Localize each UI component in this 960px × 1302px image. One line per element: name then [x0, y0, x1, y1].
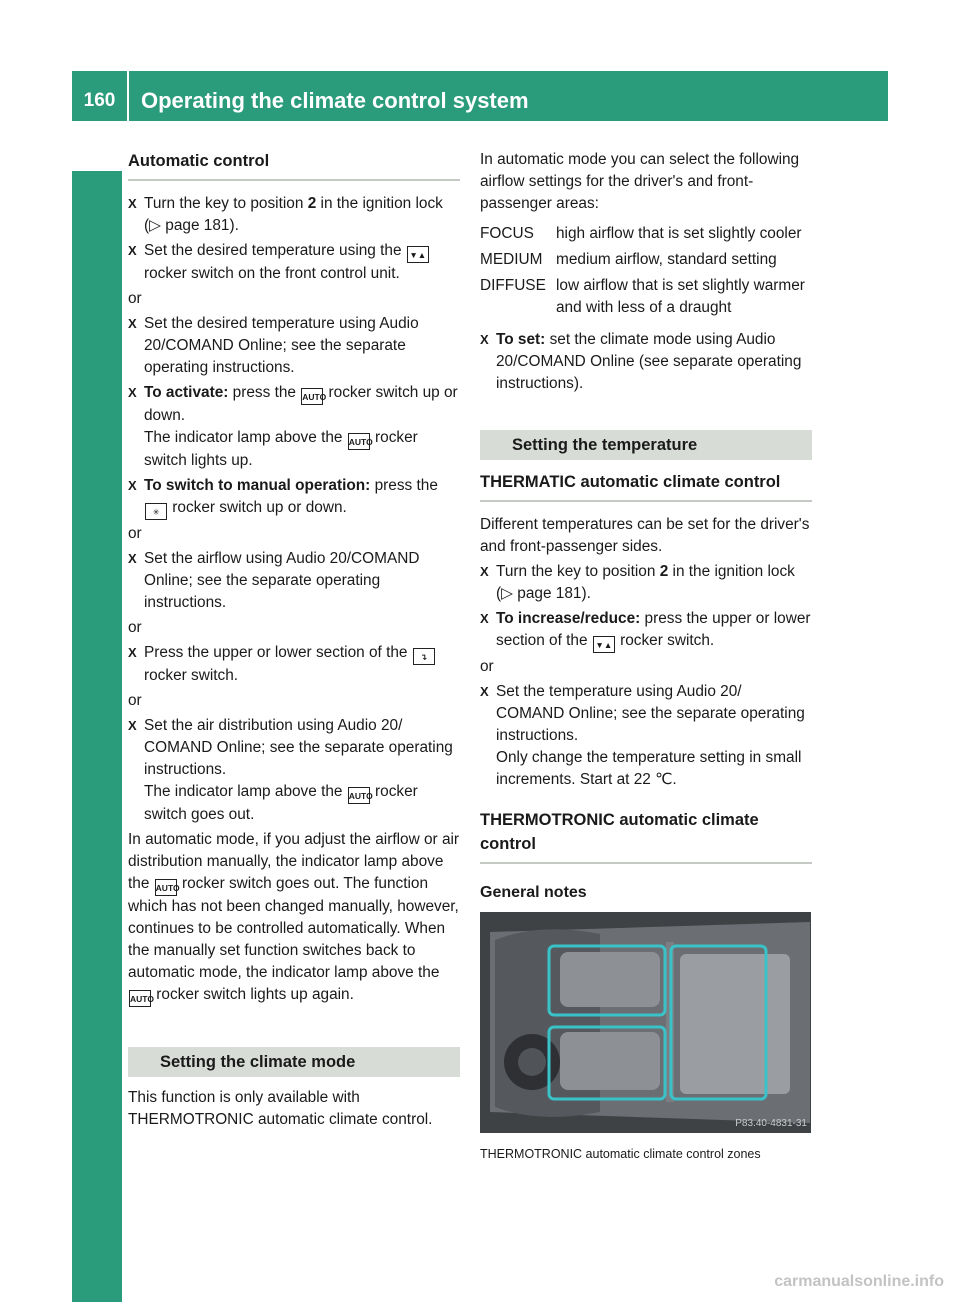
or-text: or	[128, 525, 142, 542]
body-paragraph: In automatic mode you can select the following airflow settings for the driver's and front-passenger areas:	[480, 151, 800, 212]
temperature-rocker-icon: ▼▲	[407, 246, 429, 263]
fan-off-icon: ✳	[145, 503, 167, 520]
page-title: Operating the climate control system	[141, 88, 529, 113]
instruction-step: X Set the airflow using Audio 20/COMAND Online; see the separate operating instructions.	[128, 550, 420, 611]
body-paragraph: Different temperatures can be set for the driver's and front-passenger sides.	[480, 516, 810, 555]
auto-button-icon: AUTO	[301, 388, 323, 405]
general-notes-heading: General notes	[480, 884, 587, 901]
page-reference-icon: ▷	[149, 217, 161, 234]
mode-description: high airflow that is set slightly cooler	[556, 225, 802, 242]
instruction-arrow-icon: X	[128, 551, 137, 566]
instruction-step: X Turn the key to position 2 in the ignition lock (▷ page 181).	[128, 195, 443, 234]
instruction-step: X To set: set the climate mode using Audio 20/COMAND Online (see separate operating instructions).	[480, 331, 802, 392]
body-paragraph: This function is only available with THERMOTRONIC automatic climate control.	[128, 1089, 433, 1128]
instruction-step: X Set the air distribution using Audio 20/ COMAND Online; see the separate operating instructions. The indicator lamp above the AUTO rocker switch goes out.	[128, 717, 453, 823]
temperature-rocker-icon: ▼▲	[593, 636, 615, 653]
auto-button-icon: AUTO	[348, 787, 370, 804]
air-distribution-icon: ↴	[413, 648, 435, 665]
section-banner-temperature: Setting the temperature	[480, 430, 812, 460]
instruction-step: X Set the temperature using Audio 20/ COMAND Online; see the separate operating instructions. Only change the temperature setting in small increments. Start at 22 ℃.	[480, 683, 805, 788]
photo-caption: THERMOTRONIC automatic climate control zones	[480, 1147, 761, 1161]
instruction-step: X Set the desired temperature using Audio 20/COMAND Online; see the separate operating instructions.	[128, 315, 419, 376]
instruction-step: X To increase/reduce: press the upper or lower section of the ▼▲ rocker switch.	[480, 608, 812, 653]
instruction-arrow-icon: X	[128, 196, 137, 211]
auto-button-icon: AUTO	[348, 433, 370, 450]
right-column	[480, 149, 812, 1162]
instruction-arrow-icon: X	[128, 718, 137, 733]
mode-name: DIFFUSE	[480, 277, 546, 294]
instruction-arrow-icon: X	[128, 645, 137, 660]
left-column	[128, 149, 460, 1131]
instruction-step: X To switch to manual operation: press the ✳ rocker switch up or down.	[128, 475, 460, 520]
climate-zones-photo	[480, 912, 811, 1133]
car-interior-illustration	[480, 912, 811, 1133]
instruction-arrow-icon: X	[480, 332, 489, 347]
instruction-arrow-icon: X	[128, 243, 137, 258]
instruction-step: X Set the desired temperature using the ▼▲ rocker switch on the front control unit.	[128, 240, 460, 285]
watermark: carmanualsonline.info	[774, 1273, 944, 1290]
or-text: or	[128, 692, 142, 709]
instruction-step: X To activate: press the AUTO rocker switch up or down. The indicator lamp above the AUTO rocker switch lights up.	[128, 384, 458, 469]
mode-name: FOCUS	[480, 225, 534, 242]
section-banner-climate-mode: Setting the climate mode	[128, 1047, 460, 1077]
page-number: 160	[72, 71, 129, 121]
instruction-arrow-icon: X	[128, 385, 137, 400]
mode-description: medium airflow, standard setting	[556, 251, 777, 268]
page-reference-link[interactable]: page 181).	[512, 585, 591, 602]
or-text: or	[480, 658, 494, 675]
body-paragraph: In automatic mode, if you adjust the airflow or air distribution manually, the indicator lamp above the AUTO rocker switch goes out. The function which has not been changed manually, however, continues to be controlled automatically. When the manually set function switches back to automatic mode, the indicator lamp above the AUTO rocker switch lights up again.	[128, 829, 460, 1007]
page-header	[72, 71, 888, 121]
chapter-tab	[72, 171, 122, 1302]
mode-description: low airflow that is set slightly warmer and with less of a draught	[556, 277, 805, 316]
chapter-label: Climate control	[84, 479, 109, 641]
instruction-arrow-icon: X	[128, 316, 137, 331]
auto-button-icon: AUTO	[129, 990, 151, 1007]
auto-button-icon: AUTO	[155, 879, 177, 896]
page-reference-link[interactable]: page 181).	[160, 217, 239, 234]
photo-reference-code: P83.40-4831-31	[735, 1118, 807, 1129]
instruction-arrow-icon: X	[480, 684, 489, 699]
mode-name: MEDIUM	[480, 251, 543, 268]
page-reference-icon: ▷	[501, 585, 513, 602]
instruction-arrow-icon: X	[128, 478, 137, 493]
subsection-heading-thermotronic: THERMOTRONIC automatic climate control	[480, 808, 812, 864]
instruction-arrow-icon: X	[480, 611, 489, 626]
or-text: or	[128, 290, 142, 307]
instruction-arrow-icon: X	[480, 564, 489, 579]
section-heading-automatic-control: Automatic control	[128, 149, 460, 181]
subsection-heading-thermatic: THERMATIC automatic climate control	[480, 470, 812, 502]
instruction-step: X Turn the key to position 2 in the ignition lock (▷ page 181).	[480, 563, 795, 602]
climate-mode-list	[480, 223, 812, 319]
instruction-step: X Press the upper or lower section of the ↴ rocker switch.	[128, 642, 460, 687]
or-text: or	[128, 619, 142, 636]
